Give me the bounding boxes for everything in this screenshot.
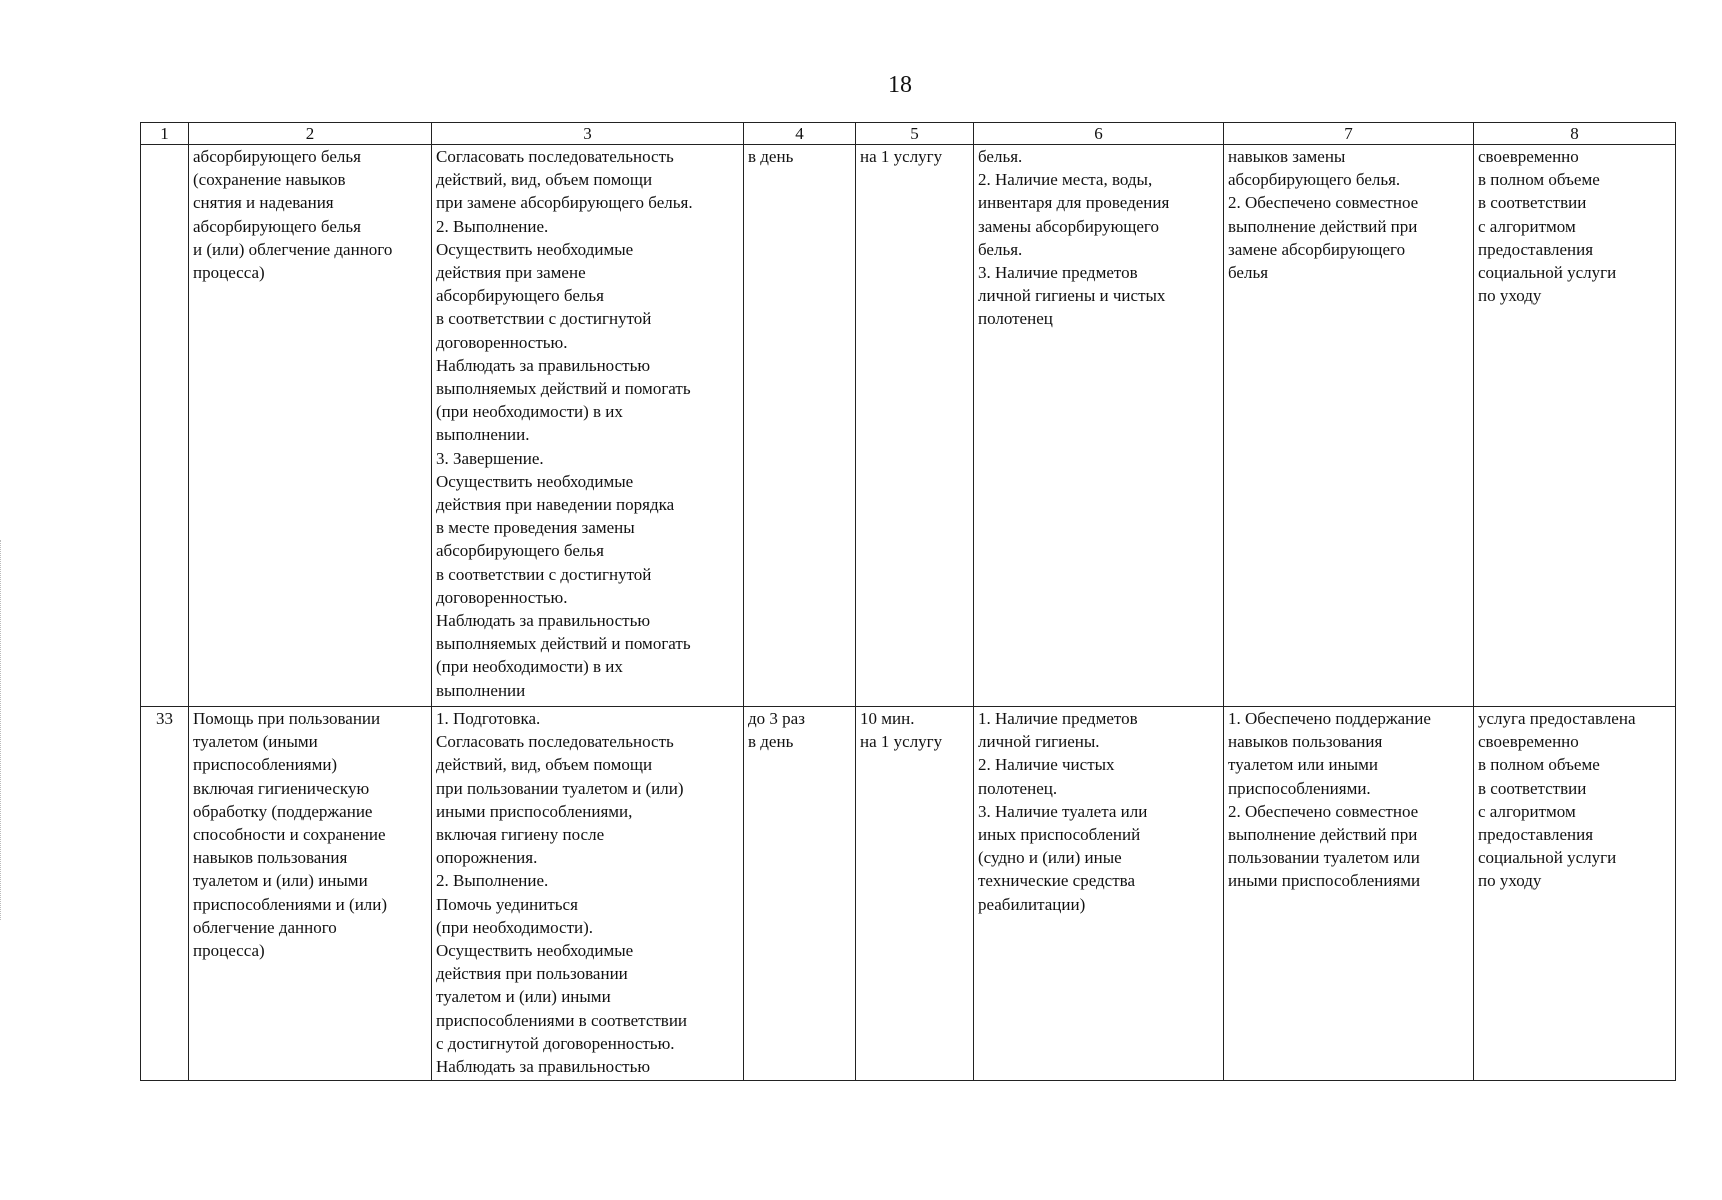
text-line: и (или) облегчение данного [193, 239, 393, 259]
text-line: белья. [978, 147, 1023, 166]
column-header-2: 2 [189, 123, 432, 145]
column-header-3: 3 [432, 123, 744, 145]
text-line: при замене абсорбирующего белья. [436, 193, 693, 213]
text-line: процесса) [193, 941, 265, 961]
text-line: снятия и надевания [193, 193, 334, 213]
text-line: в соответствии [1478, 778, 1587, 798]
text-line: предоставления [1478, 825, 1594, 845]
column-header-6: 6 [974, 123, 1224, 145]
text-line: в соответствии [1478, 193, 1587, 213]
services-table [140, 122, 1676, 1081]
text-line: туалетом (иными [193, 732, 318, 752]
text-line: социальной услуги [1478, 848, 1617, 868]
text-line: замены абсорбирующего [978, 216, 1159, 236]
frequency-cell [744, 707, 856, 1081]
text-line: 10 мин. [860, 709, 915, 728]
text-line: с алгоритмом [1478, 216, 1576, 236]
text-line: 2. Наличие места, воды, [978, 170, 1153, 190]
text-line: выполнении. [436, 425, 530, 445]
text-line: при пользовании туалетом и (или) [436, 778, 684, 798]
text-line: выполнение действий при [1228, 216, 1418, 236]
text-line: выполняемых действий и помогать [436, 634, 691, 654]
text-line: включая гигиену после [436, 825, 605, 845]
text-line: Помощь при пользовании [193, 709, 381, 728]
text-line: белья [1228, 263, 1269, 283]
text-line: Осуществить необходимые [436, 471, 634, 491]
text-line: Осуществить необходимые [436, 941, 634, 961]
row-number: 33 [141, 707, 189, 1081]
text-line: действий, вид, объем помощи [436, 755, 653, 775]
text-line: опорожнения. [436, 848, 538, 868]
text-line: туалетом и (или) иными [193, 871, 368, 891]
text-line: в соответствии с достигнутой [436, 309, 652, 329]
text-line: Осуществить необходимые [436, 239, 634, 259]
text-line: в полном объеме [1478, 170, 1600, 190]
text-line: в день [748, 732, 794, 752]
text-line: инвентаря для проведения [978, 193, 1170, 213]
text-line: 3. Наличие туалета или [978, 801, 1148, 821]
text-line: личной гигиены и чистых [978, 286, 1166, 306]
text-line: туалетом и (или) иными [436, 987, 611, 1007]
text-line: выполняемых действий и помогать [436, 379, 691, 399]
text-line: с достигнутой договоренностью. [436, 1033, 675, 1053]
column-header-8: 8 [1474, 123, 1676, 145]
text-line: абсорбирующего белья [193, 147, 361, 166]
text-line: иных приспособлений [978, 825, 1141, 845]
duration-cell [856, 707, 974, 1081]
text-line: до 3 раз [748, 709, 805, 728]
duration-cell [856, 145, 974, 707]
header-row [141, 123, 1676, 145]
text-line: в месте проведения замены [436, 518, 635, 538]
text-line: туалетом или иными [1228, 755, 1378, 775]
text-line: Наблюдать за правильностью [436, 611, 651, 631]
text-line: способности и сохранение [193, 825, 386, 845]
column-header-5: 5 [856, 123, 974, 145]
text-line: (при необходимости) в их [436, 657, 623, 677]
binding-margin-dots [0, 540, 3, 920]
text-line: 1. Обеспечено поддержание [1228, 709, 1431, 728]
service-name-cell [189, 707, 432, 1081]
text-line: иными приспособлениями, [436, 801, 633, 821]
text-line: в день [748, 147, 794, 166]
text-line: приспособлениями в соответствии [436, 1010, 688, 1030]
text-line: приспособлениями. [1228, 778, 1371, 798]
text-line: в полном объеме [1478, 755, 1600, 775]
column-header-4: 4 [744, 123, 856, 145]
text-line: с алгоритмом [1478, 801, 1576, 821]
text-line: приспособлениями) [193, 755, 338, 775]
text-line: полотенец [978, 309, 1053, 329]
text-line: Наблюдать за правильностью [436, 355, 651, 375]
text-line: абсорбирующего белья [193, 216, 361, 236]
text-line: навыков замены [1228, 147, 1346, 166]
text-line: белья. [978, 239, 1023, 259]
text-line: 1. Наличие предметов [978, 709, 1138, 728]
text-line: на 1 услугу [860, 732, 943, 752]
text-line: действий, вид, объем помощи [436, 170, 653, 190]
text-line: действия при пользовании [436, 964, 628, 984]
text-line: выполнение действий при [1228, 825, 1418, 845]
text-line: по уходу [1478, 286, 1542, 306]
text-line: в соответствии с достигнутой [436, 564, 652, 584]
text-line: абсорбирующего белья [436, 541, 604, 561]
text-line: облегчение данного [193, 917, 337, 937]
text-line: полотенец. [978, 778, 1058, 798]
conditions-cell [974, 707, 1224, 1081]
text-line: включая гигиеническую [193, 778, 370, 798]
text-line: Помочь уединиться [436, 894, 578, 914]
text-line: своевременно [1478, 732, 1579, 752]
text-line: навыков пользования [1228, 732, 1383, 752]
text-line: выполнении [436, 680, 526, 700]
text-line: услуга предоставлена [1478, 709, 1636, 728]
results-cell [1224, 145, 1474, 707]
text-line: 2. Обеспечено совместное [1228, 801, 1419, 821]
text-line: на 1 услугу [860, 147, 943, 166]
text-line: процесса) [193, 263, 265, 283]
text-line: социальной услуги [1478, 263, 1617, 283]
text-line: договоренностью. [436, 332, 568, 352]
table-row [141, 707, 1676, 1081]
text-line: обработку (поддержание [193, 801, 373, 821]
column-header-1: 1 [141, 123, 189, 145]
text-line: 3. Наличие предметов [978, 263, 1138, 283]
text-line: пользовании туалетом или [1228, 848, 1420, 868]
text-line: приспособлениями и (или) [193, 894, 388, 914]
text-line: (сохранение навыков [193, 170, 346, 190]
column-header-7: 7 [1224, 123, 1474, 145]
table-row [141, 145, 1676, 707]
text-line: (при необходимости) в их [436, 402, 623, 422]
conditions-cell [974, 145, 1224, 707]
text-line: по уходу [1478, 871, 1542, 891]
text-line: Согласовать последовательность [436, 732, 674, 752]
service-name-cell [189, 145, 432, 707]
text-line: (при необходимости). [436, 917, 594, 937]
text-line: замене абсорбирующего [1228, 239, 1406, 259]
text-line: технические средства [978, 871, 1136, 891]
text-line: Согласовать последовательность [436, 147, 674, 166]
text-line: 2. Выполнение. [436, 216, 549, 236]
text-line: абсорбирующего белья. [1228, 170, 1401, 190]
frequency-cell [744, 145, 856, 707]
text-line: предоставления [1478, 239, 1594, 259]
results-cell [1224, 707, 1474, 1081]
text-line: своевременно [1478, 147, 1579, 166]
row-number [141, 145, 189, 707]
text-line: навыков пользования [193, 848, 348, 868]
procedure-cell [432, 145, 744, 707]
text-line: иными приспособлениями [1228, 871, 1421, 891]
procedure-cell [432, 707, 744, 1081]
text-line: 2. Обеспечено совместное [1228, 193, 1419, 213]
text-line: 2. Выполнение. [436, 871, 549, 891]
text-line: договоренностью. [436, 587, 568, 607]
text-line: (судно и (или) иные [978, 848, 1122, 868]
text-line: личной гигиены. [978, 732, 1100, 752]
text-line: 1. Подготовка. [436, 709, 541, 728]
quality-cell [1474, 145, 1676, 707]
quality-cell [1474, 707, 1676, 1081]
text-line: абсорбирующего белья [436, 286, 604, 306]
page-number: 18 [888, 72, 912, 98]
text-line: 2. Наличие чистых [978, 755, 1115, 775]
text-line: 3. Завершение. [436, 448, 544, 468]
text-line: действия при замене [436, 263, 586, 283]
text-line: действия при наведении порядка [436, 495, 675, 515]
text-line: Наблюдать за правильностью [436, 1057, 651, 1077]
text-line: реабилитации) [978, 894, 1086, 914]
